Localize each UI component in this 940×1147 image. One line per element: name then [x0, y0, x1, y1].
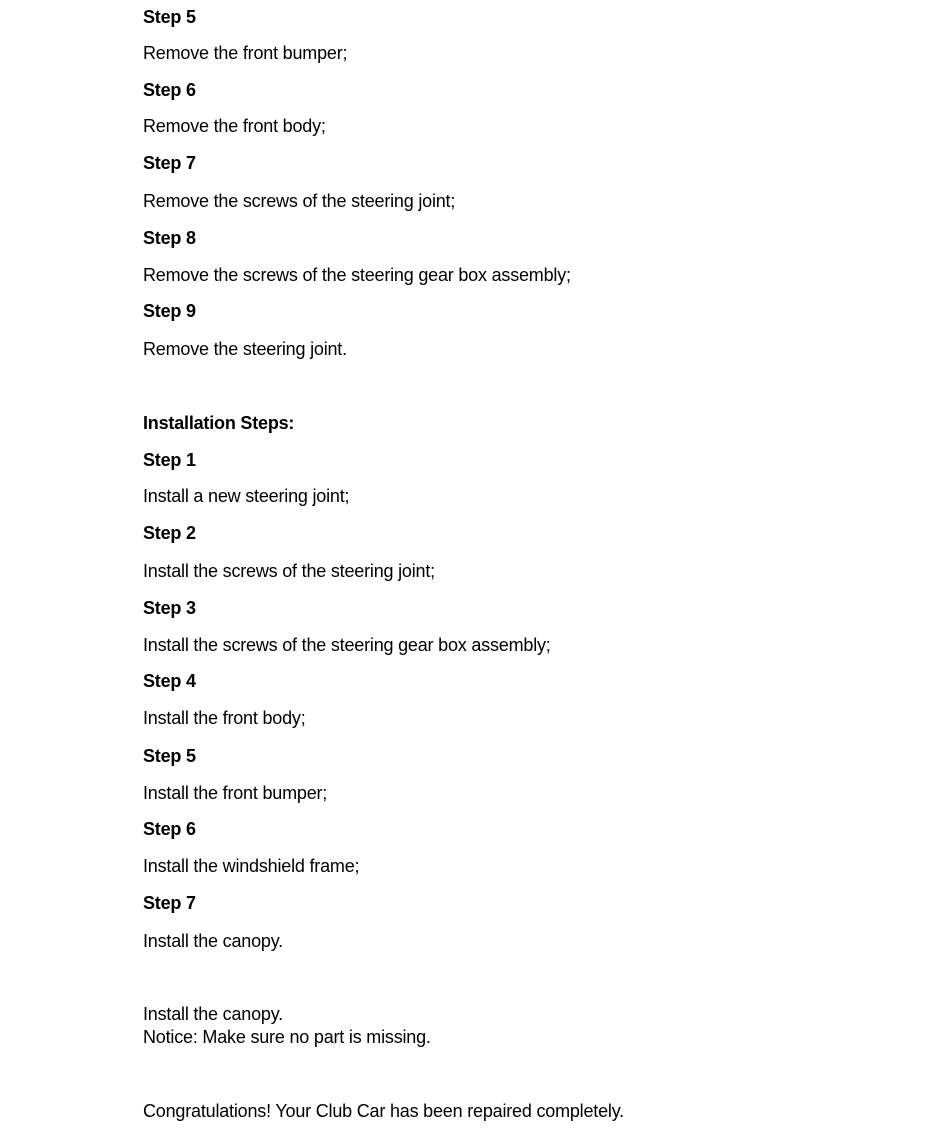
install-step-1-label: Step 1 — [143, 450, 196, 470]
document-page — [143, 0, 923, 1147]
removal-step-9-label: Step 9 — [143, 301, 196, 321]
install-step-7-text: Install the canopy. — [143, 931, 283, 951]
removal-step-5-text: Remove the front bumper; — [143, 43, 348, 63]
install-step-1-text: Install a new steering joint; — [143, 486, 350, 506]
removal-step-6-label: Step 6 — [143, 80, 196, 100]
notes-repeat-line: Install the canopy. — [143, 1004, 283, 1024]
install-step-3-text: Install the screws of the steering gear box assembly; — [143, 635, 551, 655]
closing-message: Congratulations! Your Club Car has been repaired completely. — [143, 1101, 624, 1121]
install-step-2-text: Install the screws of the steering joint; — [143, 561, 435, 581]
install-step-4-label: Step 4 — [143, 671, 196, 691]
install-step-5-label: Step 5 — [143, 746, 196, 766]
install-step-2-label: Step 2 — [143, 523, 196, 543]
install-step-6-text: Install the windshield frame; — [143, 856, 360, 876]
removal-step-7-label: Step 7 — [143, 153, 196, 173]
removal-step-7-text: Remove the screws of the steering joint; — [143, 191, 456, 211]
removal-step-8-text: Remove the screws of the steering gear box assembly; — [143, 265, 571, 285]
removal-step-5-label: Step 5 — [143, 7, 196, 27]
install-step-7-label: Step 7 — [143, 893, 196, 913]
installation-title: Installation Steps: — [143, 413, 295, 433]
install-step-4-text: Install the front body; — [143, 708, 306, 728]
removal-step-8-label: Step 8 — [143, 228, 196, 248]
install-step-3-label: Step 3 — [143, 598, 196, 618]
removal-step-9-text: Remove the steering joint. — [143, 339, 347, 359]
install-step-5-text: Install the front bumper; — [143, 783, 328, 803]
removal-step-6-text: Remove the front body; — [143, 116, 326, 136]
notes-notice: Notice: Make sure no part is missing. — [143, 1027, 431, 1047]
install-step-6-label: Step 6 — [143, 819, 196, 839]
